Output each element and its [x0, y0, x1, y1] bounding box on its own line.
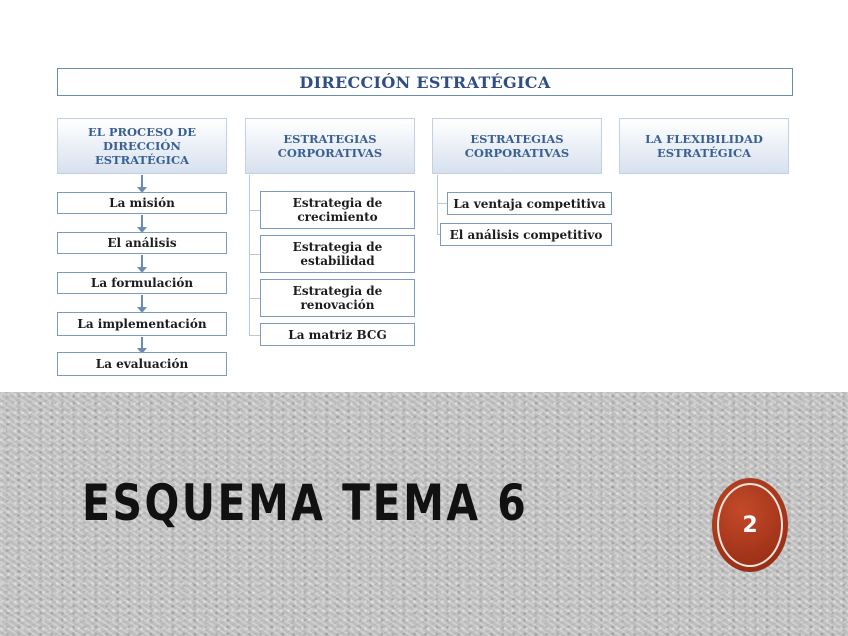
column-heading-flexibility: LA FLEXIBILIDAD ESTRATÉGICA — [619, 118, 789, 174]
corporate-item-crecimiento: Estrategia de crecimiento — [260, 191, 415, 229]
tree-connector — [249, 335, 260, 336]
page-number-badge — [712, 478, 788, 572]
tree-connector — [437, 203, 447, 204]
column-heading-competitive: ESTRATEGIAS CORPORATIVAS — [432, 118, 602, 174]
competitive-item-analisis: El análisis competitivo — [440, 223, 612, 246]
process-item-mision: La misión — [57, 192, 227, 214]
page-number: 2 — [742, 512, 758, 538]
process-item-formulacion: La formulación — [57, 272, 227, 294]
tree-connector — [437, 175, 438, 235]
process-item-evaluacion: La evaluación — [57, 352, 227, 376]
arrow-connector — [141, 175, 143, 188]
competitive-item-ventaja: La ventaja competitiva — [447, 192, 612, 215]
process-item-analisis: El análisis — [57, 232, 227, 254]
arrow-connector — [141, 337, 143, 349]
column-heading-corporate: ESTRATEGIAS CORPORATIVAS — [245, 118, 415, 174]
corporate-item-renovacion: Estrategia de renovación — [260, 279, 415, 317]
corporate-item-matriz-bcg: La matriz BCG — [260, 323, 415, 346]
tree-connector — [249, 298, 260, 299]
tree-connector — [249, 210, 260, 211]
corporate-item-estabilidad: Estrategia de estabilidad — [260, 235, 415, 273]
tree-connector — [249, 175, 250, 336]
slide-title: ESQUEMA TEMA 6 — [82, 474, 529, 532]
column-heading-process: EL PROCESO DE DIRECCIÓN ESTRATÉGICA — [57, 118, 227, 174]
diagram-title: DIRECCIÓN ESTRATÉGICA — [57, 68, 793, 96]
arrow-connector — [141, 215, 143, 228]
arrow-connector — [141, 295, 143, 308]
tree-connector — [249, 254, 260, 255]
arrow-connector — [141, 255, 143, 268]
process-item-implementacion: La implementación — [57, 312, 227, 336]
